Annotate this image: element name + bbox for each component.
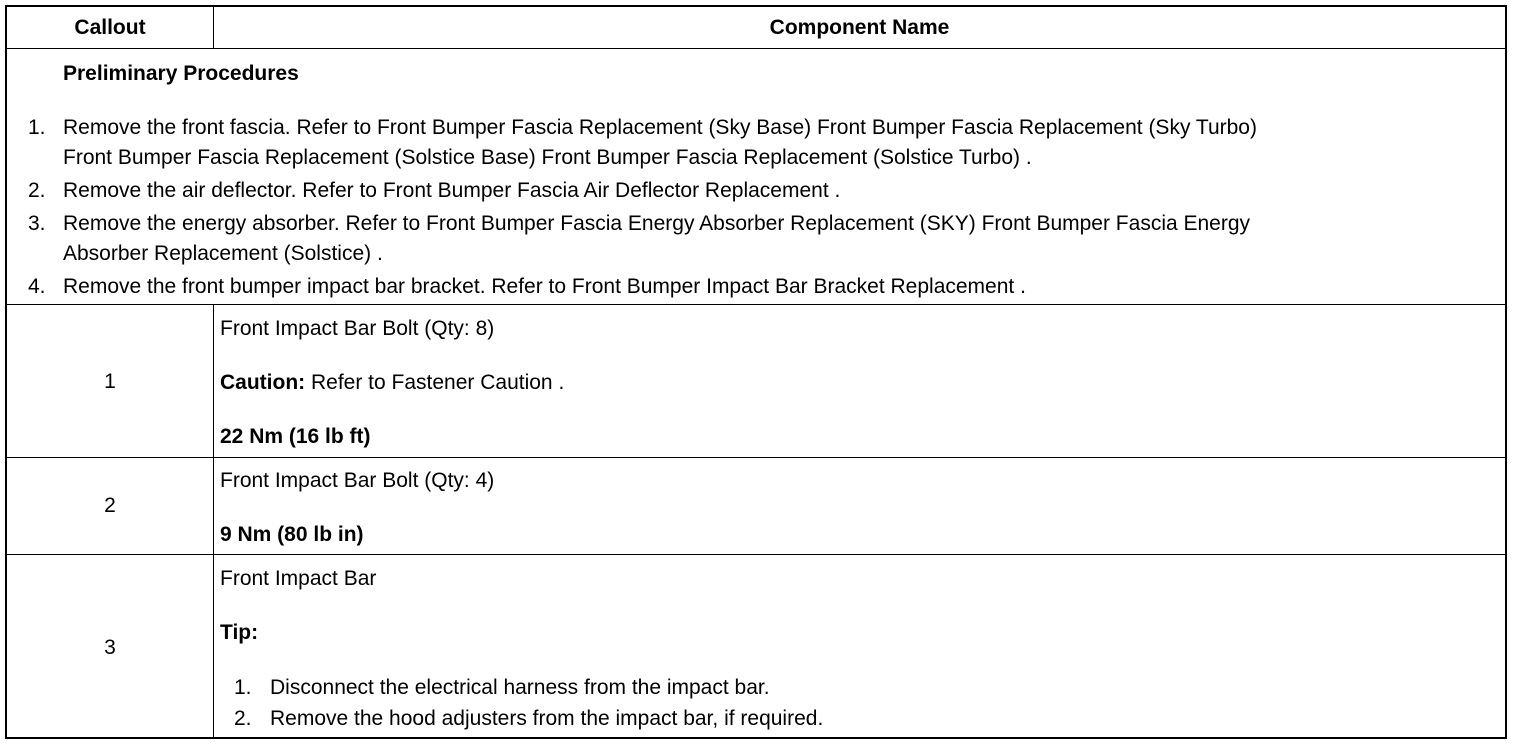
step-number: 4.: [28, 275, 46, 298]
list-item: [7, 272, 1503, 302]
step-text: Remove the front fascia. Refer to Front Bumper Fascia Replacement (Sky Base) Front Bumper Fascia Replacement (Sky Turbo): [63, 116, 1257, 139]
callout-number: 1: [104, 370, 116, 393]
list-item: [214, 673, 823, 703]
tip-number: 1.: [234, 676, 252, 699]
header-component-name: Component Name: [769, 16, 950, 39]
step-number: 1.: [28, 116, 46, 139]
list-item: [7, 209, 1503, 269]
callout-number: 3: [104, 636, 116, 659]
step-text-cont: Absorber Replacement (Solstice) .: [63, 242, 383, 265]
step-text: Remove the front bumper impact bar bracket. Refer to Front Bumper Impact Bar Bracket Replacement .: [63, 275, 1026, 298]
list-item: [214, 704, 823, 734]
component-name: Front Impact Bar: [220, 567, 377, 590]
row-rule: [7, 304, 1505, 305]
component-name: Front Impact Bar Bolt (Qty: 8): [220, 317, 495, 340]
list-item: [7, 176, 1503, 206]
tip-number: 2.: [234, 707, 252, 730]
row-rule: [7, 554, 1505, 555]
header-callout: Callout: [74, 16, 146, 39]
component-name: Front Impact Bar Bolt (Qty: 4): [220, 469, 495, 492]
step-text-cont: Front Bumper Fascia Replacement (Solstice Base) Front Bumper Fascia Replacement (Solstice Turbo) .: [63, 146, 1032, 169]
step-text: Remove the energy absorber. Refer to Front Bumper Fascia Energy Absorber Replacement (SKY) Front Bumper Fascia Energy: [63, 212, 1251, 235]
tip-text: Disconnect the electrical harness from the impact bar.: [270, 676, 770, 699]
callout-number: 2: [104, 494, 116, 517]
step-number: 3.: [28, 212, 46, 235]
caution-label: Caution:: [220, 371, 306, 394]
preliminary-steps: [7, 113, 1503, 305]
header-bottom-rule: [7, 48, 1505, 49]
tip-label: Tip:: [220, 621, 259, 644]
step-number: 2.: [28, 179, 46, 202]
tip-list: [214, 673, 823, 734]
preliminary-title: Preliminary Procedures: [63, 62, 299, 85]
caution-text: Refer to Fastener Caution .: [305, 371, 565, 394]
torque-spec: 22 Nm (16 lb ft): [220, 425, 371, 448]
component-table: [5, 5, 1507, 739]
tip-text: Remove the hood adjusters from the impact bar, if required.: [270, 707, 824, 730]
list-item: [7, 113, 1503, 173]
row-rule: [7, 457, 1505, 458]
header-divider: [213, 7, 214, 48]
step-text: Remove the air deflector. Refer to Front Bumper Fascia Air Deflector Replacement .: [63, 179, 841, 202]
torque-spec: 9 Nm (80 lb in): [220, 523, 364, 546]
caution-note: [220, 368, 564, 398]
